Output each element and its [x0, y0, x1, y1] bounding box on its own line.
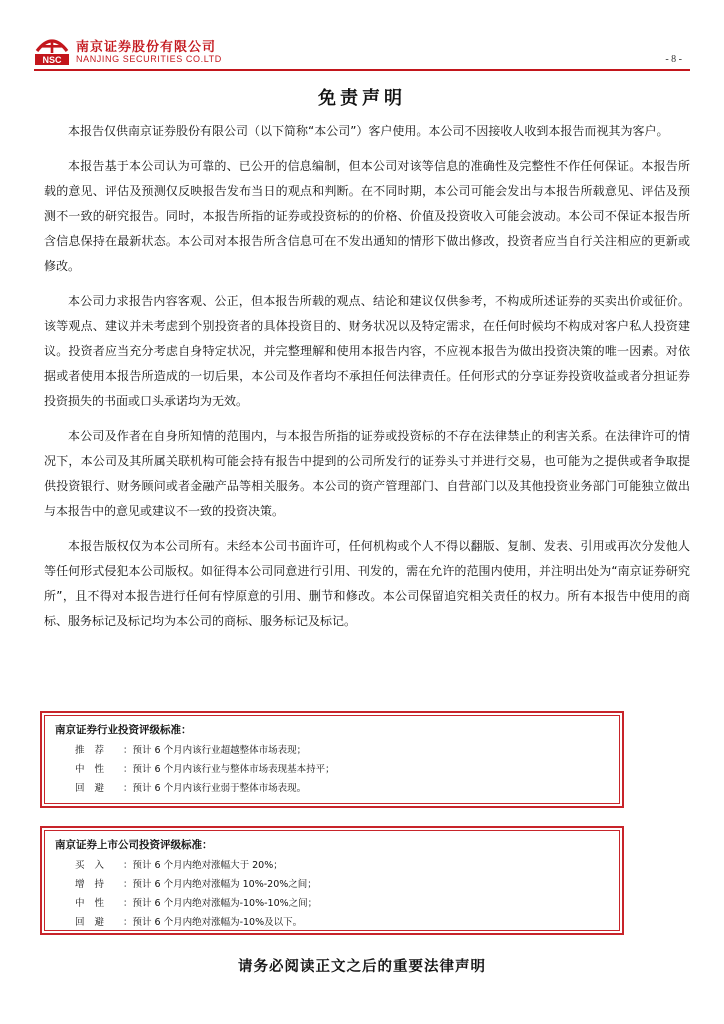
paragraph: 本公司力求报告内容客观、公正，但本报告所载的观点、结论和建议仅供参考，不构成所述证券的买卖出价或征价。该等观点、建议并未考虑到个别投资者的具体投资目的、财务状况以及特定需求，在任何时候均不构成对客户私人投资建议。投资者应当充分考虑自身特定状况，并完整理解和使用本报告内容，不应视本报告为做出投资决策的唯一因素。对依据或者使用本报告所造成的一切后果，本公司及作者均不承担任何法律责任。任何形式的分享证券投资收益或者分担证券投资损失的书面或口头承诺均为无效。 — [44, 294, 690, 408]
industry-rating-title: 南京证券行业投资评级标准： — [55, 724, 192, 736]
rating-desc: ：预计 6 个月内绝对涨幅为-10%-10%之间； — [123, 898, 318, 909]
paragraph: 本报告仅供南京证券股份有限公司（以下简称“本公司”）客户使用。本公司不因接收人收到本报告而视其为客户。 — [68, 124, 669, 138]
rating-desc: ：预计 6 个月内绝对涨幅大于 20%； — [123, 860, 283, 871]
industry-rating-box — [40, 711, 624, 808]
company-name-cn: 南京证券股份有限公司 — [76, 40, 217, 55]
logo-text: NSC — [42, 55, 62, 65]
company-rating-title: 南京证券上市公司投资评级标准： — [55, 839, 213, 851]
rating-label: 回避 — [75, 917, 115, 928]
page-header — [34, 34, 690, 68]
company-name-en: NANJING SECURITIES CO.LTD — [76, 54, 222, 64]
page-title: 免责声明 — [318, 88, 406, 109]
rating-row — [55, 894, 609, 913]
rating-label: 回避 — [75, 783, 115, 794]
rating-desc: ：预计 6 个月内绝对涨幅为 10%-20%之间； — [123, 879, 317, 890]
paragraph: 本公司及作者在自身所知情的范围内，与本报告所指的证券或投资标的不存在法律禁止的利害关系。在法律许可的情况下，本公司及其所属关联机构可能会持有报告中提到的公司所发行的证券头寸并进行交易，也可能为之提供或者争取提供投资银行、财务顾问或者金融产品等相关服务。本公司的资产管理部门、自营部门以及其他投资业务部门可能独立做出与本报告中的意见或建议不一致的投资决策。 — [44, 429, 690, 518]
rating-row — [55, 741, 609, 760]
paragraph: 本报告基于本公司认为可靠的、已公开的信息编制，但本公司对该等信息的准确性及完整性不作任何保证。本报告所载的意见、评估及预测仅反映报告发布当日的观点和判断。在不同时期，本公司可能会发出与本报告所载意见、评估及预测不一致的研究报告。同时，本报告所指的证券或投资标的的价格、价值及投资收入可能会波动。本公司不保证本报告所含信息保持在最新状态。本公司对本报告所含信息可在不发出通知的情形下做出修改，投资者应当自行关注相应的更新或修改。 — [44, 159, 690, 273]
header-divider — [34, 69, 690, 71]
rating-desc: ：预计 6 个月内该行业超越整体市场表现； — [123, 745, 307, 756]
rating-row — [55, 875, 609, 894]
company-rating-box — [40, 826, 624, 935]
rating-row — [55, 779, 609, 798]
legal-notice-footer: 请务必阅读正文之后的重要法律声明 — [238, 959, 486, 975]
rating-row — [55, 856, 609, 875]
disclaimer-body — [44, 119, 690, 644]
rating-row — [55, 760, 609, 779]
rating-desc: ：预计 6 个月内该行业弱于整体市场表现。 — [123, 783, 307, 794]
paragraph: 本报告版权仅为本公司所有。未经本公司书面许可，任何机构或个人不得以翻版、复制、发表、引用或再次分发他人等任何形式侵犯本公司版权。如征得本公司同意进行引用、刊发的，需在允许的范围内使用，并注明出处为“南京证券研究所”，且不得对本报告进行任何有悖原意的引用、删节和修改。本公司保留追究相关责任的权力。所有本报告中使用的商标、服务标记及标记均为本公司的商标、服务标记及标记。 — [44, 539, 690, 628]
rating-desc: ：预计 6 个月内该行业与整体市场表现基本持平； — [123, 764, 335, 775]
nsc-logo — [34, 34, 70, 66]
rating-label: 买入 — [75, 860, 115, 871]
rating-label: 中性 — [75, 898, 115, 909]
page-number: - 8 - — [665, 54, 682, 65]
rating-row — [55, 913, 609, 932]
rating-label: 增持 — [75, 879, 115, 890]
rating-label: 推荐 — [75, 745, 115, 756]
rating-label: 中性 — [75, 764, 115, 775]
rating-desc: ：预计 6 个月内绝对涨幅为-10%及以下。 — [123, 917, 303, 928]
